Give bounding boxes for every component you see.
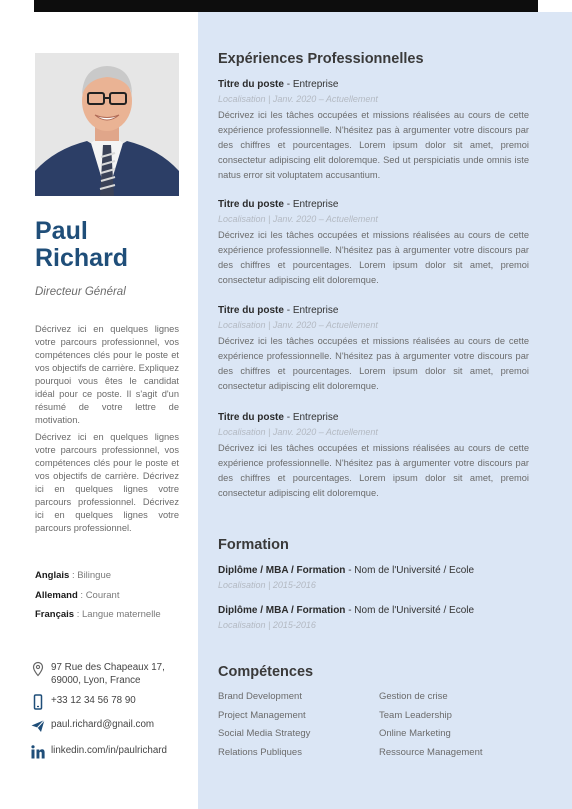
last-name: Richard <box>35 244 129 272</box>
education-item <box>218 565 474 590</box>
experience-role: Titre du poste <box>218 199 284 210</box>
language-name: Allemand <box>35 589 78 601</box>
job-title: Directeur Général <box>35 286 126 298</box>
skills-heading: Compétences <box>218 664 314 680</box>
education-heading: Formation <box>218 537 289 553</box>
linkedin-icon <box>30 744 46 760</box>
language-item: Anglais : Bilingue <box>35 570 112 581</box>
first-name: Paul <box>35 217 88 245</box>
language-level: Langue maternelle <box>82 609 161 620</box>
candidate-name <box>35 218 185 272</box>
education-school: - Nom de l'Université / Ecole <box>345 605 475 616</box>
experience-description: Décrivez ici les tâches occupées et missions réalisées au cours de cette expérience professionnelle. N'hésitez pas à argumenter votre discours par des chiffres et pourcentages. Lorem ipsum dolor sit amet, premoi consectetur adipiscing elit doloremque. <box>218 336 529 391</box>
skill-item: Ressource Management <box>379 747 483 758</box>
education-degree: Diplôme / MBA / Formation <box>218 605 346 616</box>
experience-item <box>218 79 529 183</box>
experience-location: Localisation | Janv. 2020 – Actuellement <box>218 214 378 224</box>
profile-summary-1: Décrivez ici en quelques lignes votre parcours professionnel, vos compétences clés pour le poste et vos objectifs de carrière. Expliquez pourquoi vous êtes le candidat idéal pour ce poste. Il s'agit d'un résumé de votre lettre de motivation. <box>35 324 179 425</box>
map-pin-icon <box>30 661 46 677</box>
education-location: Localisation | 2015-2016 <box>218 580 316 590</box>
skill-item: Brand Development <box>218 691 302 702</box>
language-level: Courant <box>85 589 120 601</box>
address-line-1: 97 Rue des Chapeaux 17, <box>51 662 165 673</box>
experience-company: - Entreprise <box>283 79 339 90</box>
experience-company: - Entreprise <box>283 412 339 423</box>
language-level: Bilingue <box>77 570 112 581</box>
experience-item <box>218 199 529 288</box>
experience-role: Titre du poste <box>218 305 284 316</box>
language-name: Anglais <box>35 570 70 581</box>
profile-photo <box>35 53 179 196</box>
language-name: Français <box>35 609 75 620</box>
address-line-2: 69000, Lyon, France <box>51 675 141 686</box>
experience-description: Décrivez ici les tâches occupées et missions réalisées au cours de cette expérience professionnelle. N'hésitez pas à argumenter votre discours par des chiffres et pourcentages. Lorem ipsum dolor sit amet, premoi consectetur adipiscing elit doloremque. <box>218 443 529 498</box>
experience-location: Localisation | Janv. 2020 – Actuellement <box>218 427 378 437</box>
experience-role: Titre du poste <box>218 79 284 90</box>
linkedin-url[interactable]: linkedin.com/in/paulrichard <box>51 745 167 756</box>
experience-company: - Entreprise <box>283 199 339 210</box>
education-school: - Nom de l'Université / Ecole <box>345 565 475 576</box>
skill-item: Team Leadership <box>379 710 452 721</box>
skill-item: Social Media Strategy <box>218 728 311 739</box>
education-degree: Diplôme / MBA / Formation <box>218 565 346 576</box>
skill-item: Project Management <box>218 710 306 721</box>
top-bar <box>34 0 538 12</box>
experience-company: - Entreprise <box>283 305 339 316</box>
experience-description: Décrivez ici les tâches occupées et missions réalisées au cours de cette expérience professionnelle. N'hésitez pas à argumenter votre discours par des chiffres et pourcentages. Lorem ipsum dolor sit amet, premoi consectetur adipiscing elit doloremque. Sed ut perspiciatis unde omnis iste natus error sit voluptatem accusantium. <box>218 110 529 180</box>
skill-item: Relations Publiques <box>218 747 302 758</box>
language-item: Français : Langue maternelle <box>35 609 161 620</box>
profile-summary-2: Décrivez ici en quelques lignes votre parcours professionnel, vos compétences clés pour le poste et vos objectifs de carrière. Décrivez ici en quelques lignes votre parcours professionnel. Décrivez ici en quelques lignes votre parcours professionnel. <box>35 432 179 533</box>
experience-description: Décrivez ici les tâches occupées et missions réalisées au cours de cette expérience professionnelle. N'hésitez pas à argumenter votre discours par des chiffres et pourcentages. Lorem ipsum dolor sit amet, premoi consectetur adipiscing elit doloremque. <box>218 230 529 285</box>
education-location: Localisation | 2015-2016 <box>218 620 316 630</box>
education-item <box>218 605 474 630</box>
experience-item <box>218 305 529 394</box>
experience-heading: Expériences Professionnelles <box>218 51 424 67</box>
experience-role: Titre du poste <box>218 412 284 423</box>
languages-list <box>35 570 161 629</box>
experience-location: Localisation | Janv. 2020 – Actuellement <box>218 320 378 330</box>
experience-location: Localisation | Janv. 2020 – Actuellement <box>218 94 378 104</box>
skill-item: Online Marketing <box>379 728 451 739</box>
phone-icon <box>30 694 46 710</box>
phone-number: +33 12 34 56 78 90 <box>51 695 136 706</box>
skill-item: Gestion de crise <box>379 691 448 702</box>
experience-item <box>218 412 529 501</box>
email-address[interactable]: paul.richard@gnail.com <box>51 719 155 730</box>
language-item: Allemand : Courant <box>35 589 120 601</box>
send-icon <box>30 718 46 734</box>
